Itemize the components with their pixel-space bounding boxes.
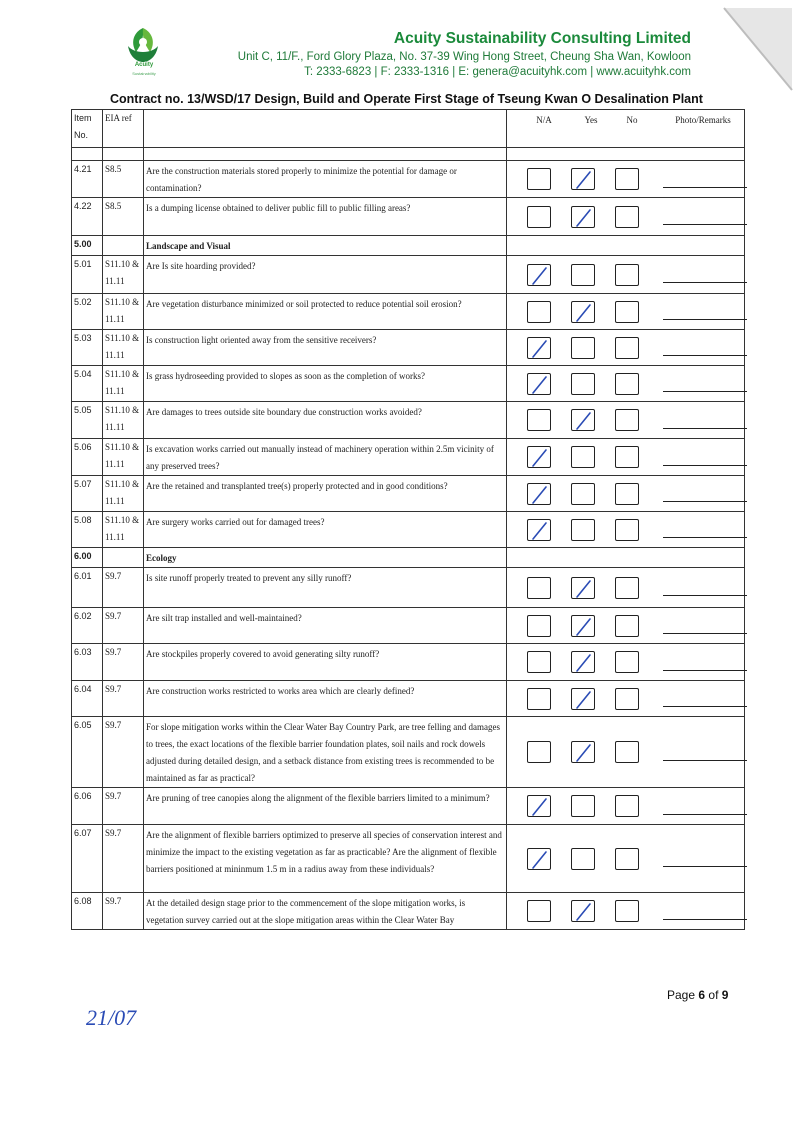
answer-cell <box>507 236 745 256</box>
checkbox-no[interactable] <box>615 900 639 922</box>
answer-cell <box>507 717 745 788</box>
company-contact: T: 2333-6823 | F: 2333-1316 | E: genera@acuityhk.com | www.acuityhk.com <box>304 66 691 78</box>
section-row <box>72 548 745 568</box>
item-number: 5.03 <box>72 330 103 366</box>
eia-ref: S9.7 <box>103 608 144 644</box>
remarks-line[interactable] <box>663 428 747 429</box>
checkbox-no[interactable] <box>615 741 639 763</box>
eia-ref <box>103 236 144 256</box>
eia-ref: S11.10 & 11.11 <box>103 476 144 512</box>
checkbox-na[interactable] <box>527 577 551 599</box>
answer-cell <box>507 366 745 402</box>
header-remarks: Photo/Remarks <box>675 115 731 125</box>
answer-cell <box>507 256 745 294</box>
table-row <box>72 717 745 788</box>
remarks-line[interactable] <box>663 465 747 466</box>
header-na: N/A <box>536 115 552 125</box>
eia-ref: S11.10 & 11.11 <box>103 439 144 476</box>
checkbox-yes[interactable] <box>571 446 595 468</box>
checkbox-yes[interactable] <box>571 337 595 359</box>
item-number: 5.00 <box>72 236 103 256</box>
checkbox-no[interactable] <box>615 651 639 673</box>
table-row <box>72 294 745 330</box>
checkbox-yes[interactable] <box>571 741 595 763</box>
remarks-line[interactable] <box>663 760 747 761</box>
checkbox-yes[interactable] <box>571 264 595 286</box>
table-row <box>72 402 745 439</box>
remarks-line[interactable] <box>663 282 747 283</box>
checkbox-na[interactable] <box>527 446 551 468</box>
table-row <box>72 256 745 294</box>
checkbox-na[interactable] <box>527 409 551 431</box>
table-row <box>72 644 745 681</box>
item-number: 6.08 <box>72 893 103 930</box>
checkbox-no[interactable] <box>615 409 639 431</box>
logo-subtext: Sustainability <box>132 71 156 76</box>
answer-cell <box>507 330 745 366</box>
table-row <box>72 161 745 198</box>
checkbox-na[interactable] <box>527 206 551 228</box>
eia-ref: S9.7 <box>103 893 144 930</box>
checkbox-no[interactable] <box>615 264 639 286</box>
remarks-line[interactable] <box>663 866 747 867</box>
checkbox-na[interactable] <box>527 741 551 763</box>
checkbox-no[interactable] <box>615 795 639 817</box>
item-description: For slope mitigation works within the Clear Water Bay Country Park, are tree felling and damages to trees, the exact locations of the flexible barrier foundation plates, soil nails and rock dowels adjusted during detailed design, and a setback distance from existing trees is recommended to be maintained as far as practical? <box>144 717 507 788</box>
table-row <box>72 512 745 548</box>
item-description: Is excavation works carried out manually instead of machinery operation within 2.5m vicinity of any preserved trees? <box>144 439 507 476</box>
checkbox-yes[interactable] <box>571 409 595 431</box>
table-row <box>72 788 745 825</box>
header-answers <box>507 110 745 148</box>
section-row <box>72 236 745 256</box>
answer-cell <box>507 512 745 548</box>
remarks-line[interactable] <box>663 633 747 634</box>
checkbox-na[interactable] <box>527 373 551 395</box>
checkbox-yes[interactable] <box>571 519 595 541</box>
table-row <box>72 476 745 512</box>
remarks-line[interactable] <box>663 595 747 596</box>
header-item-no: Item No. <box>72 110 103 148</box>
item-number: 5.01 <box>72 256 103 294</box>
remarks-line[interactable] <box>663 537 747 538</box>
remarks-line[interactable] <box>663 919 747 920</box>
page-number: Page 6 of 9 <box>667 988 729 1002</box>
table-row <box>72 366 745 402</box>
table-row <box>72 568 745 608</box>
checkbox-no[interactable] <box>615 577 639 599</box>
checkbox-na[interactable] <box>527 688 551 710</box>
eia-ref: S9.7 <box>103 717 144 788</box>
answer-cell <box>507 681 745 717</box>
item-number: 4.22 <box>72 198 103 236</box>
answer-cell <box>507 439 745 476</box>
checkbox-yes[interactable] <box>571 168 595 190</box>
checkbox-yes[interactable] <box>571 688 595 710</box>
header-yes: Yes <box>584 115 598 125</box>
remarks-line[interactable] <box>663 501 747 502</box>
table-header-row <box>72 110 745 148</box>
item-description: Is a dumping license obtained to deliver public fill to public filling areas? <box>144 198 507 236</box>
item-number: 6.00 <box>72 548 103 568</box>
checkbox-na[interactable] <box>527 337 551 359</box>
eia-ref: S9.7 <box>103 568 144 608</box>
blank-row <box>72 148 745 161</box>
eia-ref: S11.10 & 11.11 <box>103 256 144 294</box>
checkbox-na[interactable] <box>527 900 551 922</box>
eia-ref: S11.10 & 11.11 <box>103 294 144 330</box>
item-description: Are construction works restricted to works area which are clearly defined? <box>144 681 507 717</box>
section-title: Landscape and Visual <box>144 236 507 256</box>
checkbox-yes[interactable] <box>571 577 595 599</box>
answer-cell <box>507 161 745 198</box>
item-description: Are the construction materials stored properly to minimize the potential for damage or contamination? <box>144 161 507 198</box>
eia-ref: S9.7 <box>103 681 144 717</box>
checkbox-na[interactable] <box>527 795 551 817</box>
answer-cell <box>507 476 745 512</box>
checkbox-yes[interactable] <box>571 795 595 817</box>
answer-cell <box>507 294 745 330</box>
item-number: 6.06 <box>72 788 103 825</box>
item-number: 6.01 <box>72 568 103 608</box>
checkbox-yes[interactable] <box>571 301 595 323</box>
header-no: No <box>626 115 638 125</box>
checkbox-no[interactable] <box>615 519 639 541</box>
checkbox-na[interactable] <box>527 264 551 286</box>
checkbox-yes[interactable] <box>571 615 595 637</box>
item-description: At the detailed design stage prior to the commencement of the slope mitigation works, is vegetation survey carried out at the slope mitigation areas within the Clear Water Bay <box>144 893 507 930</box>
header-eia-ref: EIA ref <box>103 110 144 148</box>
answer-cell <box>507 608 745 644</box>
answer-cell <box>507 198 745 236</box>
table-row <box>72 439 745 476</box>
remarks-line[interactable] <box>663 224 747 225</box>
checkbox-no[interactable] <box>615 337 639 359</box>
logo-text: Acuity <box>134 62 154 68</box>
checkbox-yes[interactable] <box>571 483 595 505</box>
item-description: Are pruning of tree canopies along the alignment of the flexible barriers limited to a minimum? <box>144 788 507 825</box>
answer-cell <box>507 788 745 825</box>
remarks-line[interactable] <box>663 391 747 392</box>
item-description: Is grass hydroseeding provided to slopes as soon as the completion of works? <box>144 366 507 402</box>
company-address: Unit C, 11/F., Ford Glory Plaza, No. 37-39 Wing Hong Street, Cheung Sha Wan, Kowloon <box>237 51 691 63</box>
remarks-line[interactable] <box>663 319 747 320</box>
remarks-line[interactable] <box>663 814 747 815</box>
item-description: Are vegetation disturbance minimized or soil protected to reduce potential soil erosion? <box>144 294 507 330</box>
item-description: Is construction light oriented away from the sensitive receivers? <box>144 330 507 366</box>
checkbox-na[interactable] <box>527 615 551 637</box>
item-number: 6.04 <box>72 681 103 717</box>
eia-ref <box>103 548 144 568</box>
eia-ref: S11.10 & 11.11 <box>103 402 144 439</box>
item-description: Are the alignment of flexible barriers optimized to preserve all species of conservation interest and minimize the impact to the existing vegetation as far as practicable? Are the alignment of flexible barriers positioned at mininmum 1.5 m in a radius away from these individuals? <box>144 825 507 893</box>
eia-ref: S11.10 & 11.11 <box>103 330 144 366</box>
item-description: Are Is site hoarding provided? <box>144 256 507 294</box>
eia-ref: S8.5 <box>103 198 144 236</box>
header-description <box>144 110 507 148</box>
company-name: Acuity Sustainability Consulting Limited <box>393 30 691 47</box>
item-number: 5.05 <box>72 402 103 439</box>
item-description: Are stockpiles properly covered to avoid generating silty runoff? <box>144 644 507 681</box>
item-number: 5.06 <box>72 439 103 476</box>
answer-cell <box>507 644 745 681</box>
item-number: 5.04 <box>72 366 103 402</box>
eia-ref: S8.5 <box>103 161 144 198</box>
remarks-line[interactable] <box>663 187 747 188</box>
table-row <box>72 330 745 366</box>
remarks-line[interactable] <box>663 355 747 356</box>
eia-ref: S11.10 & 11.11 <box>103 366 144 402</box>
checkbox-no[interactable] <box>615 206 639 228</box>
answer-cell <box>507 402 745 439</box>
item-description: Are surgery works carried out for damaged trees? <box>144 512 507 548</box>
checkbox-na[interactable] <box>527 483 551 505</box>
eia-ref: S9.7 <box>103 825 144 893</box>
checkbox-na[interactable] <box>527 301 551 323</box>
checkbox-yes[interactable] <box>571 373 595 395</box>
item-number: 5.02 <box>72 294 103 330</box>
section-title: Ecology <box>144 548 507 568</box>
item-description: Is site runoff properly treated to prevent any silly runoff? <box>144 568 507 608</box>
checkbox-na[interactable] <box>527 519 551 541</box>
table-row <box>72 198 745 236</box>
item-number: 6.02 <box>72 608 103 644</box>
table-row <box>72 825 745 893</box>
handwritten-date-signature: 21/07 <box>86 1005 137 1030</box>
checklist-table <box>71 109 745 930</box>
remarks-line[interactable] <box>663 706 747 707</box>
checkbox-yes[interactable] <box>571 900 595 922</box>
page-curl-decoration <box>704 0 794 95</box>
checkbox-yes[interactable] <box>571 848 595 870</box>
checkbox-na[interactable] <box>527 651 551 673</box>
item-number: 5.07 <box>72 476 103 512</box>
item-number: 6.03 <box>72 644 103 681</box>
item-description: Are damages to trees outside site boundary due construction works avoided? <box>144 402 507 439</box>
table-row <box>72 681 745 717</box>
item-number: 6.05 <box>72 717 103 788</box>
answer-cell <box>507 825 745 893</box>
checkbox-na[interactable] <box>527 168 551 190</box>
checkbox-yes[interactable] <box>571 651 595 673</box>
item-number: 4.21 <box>72 161 103 198</box>
checkbox-no[interactable] <box>615 446 639 468</box>
checkbox-no[interactable] <box>615 615 639 637</box>
item-description: Are the retained and transplanted tree(s) properly protected and in good conditions? <box>144 476 507 512</box>
answer-cell <box>507 893 745 930</box>
checkbox-no[interactable] <box>615 848 639 870</box>
item-number: 5.08 <box>72 512 103 548</box>
eia-ref: S9.7 <box>103 788 144 825</box>
table-row <box>72 608 745 644</box>
checkbox-no[interactable] <box>615 168 639 190</box>
answer-cell <box>507 568 745 608</box>
checkbox-no[interactable] <box>615 483 639 505</box>
checkbox-no[interactable] <box>615 301 639 323</box>
item-description: Are silt trap installed and well-maintained? <box>144 608 507 644</box>
checkbox-yes[interactable] <box>571 206 595 228</box>
remarks-line[interactable] <box>663 670 747 671</box>
answer-cell <box>507 548 745 568</box>
eia-ref: S9.7 <box>103 644 144 681</box>
checkbox-na[interactable] <box>527 848 551 870</box>
item-number: 6.07 <box>72 825 103 893</box>
eia-ref: S11.10 & 11.11 <box>103 512 144 548</box>
contract-title: Contract no. 13/WSD/17 Design, Build and Operate First Stage of Tseung Kwan O Desalination Plant <box>110 92 703 106</box>
table-row <box>72 893 745 930</box>
checkbox-no[interactable] <box>615 688 639 710</box>
checkbox-no[interactable] <box>615 373 639 395</box>
